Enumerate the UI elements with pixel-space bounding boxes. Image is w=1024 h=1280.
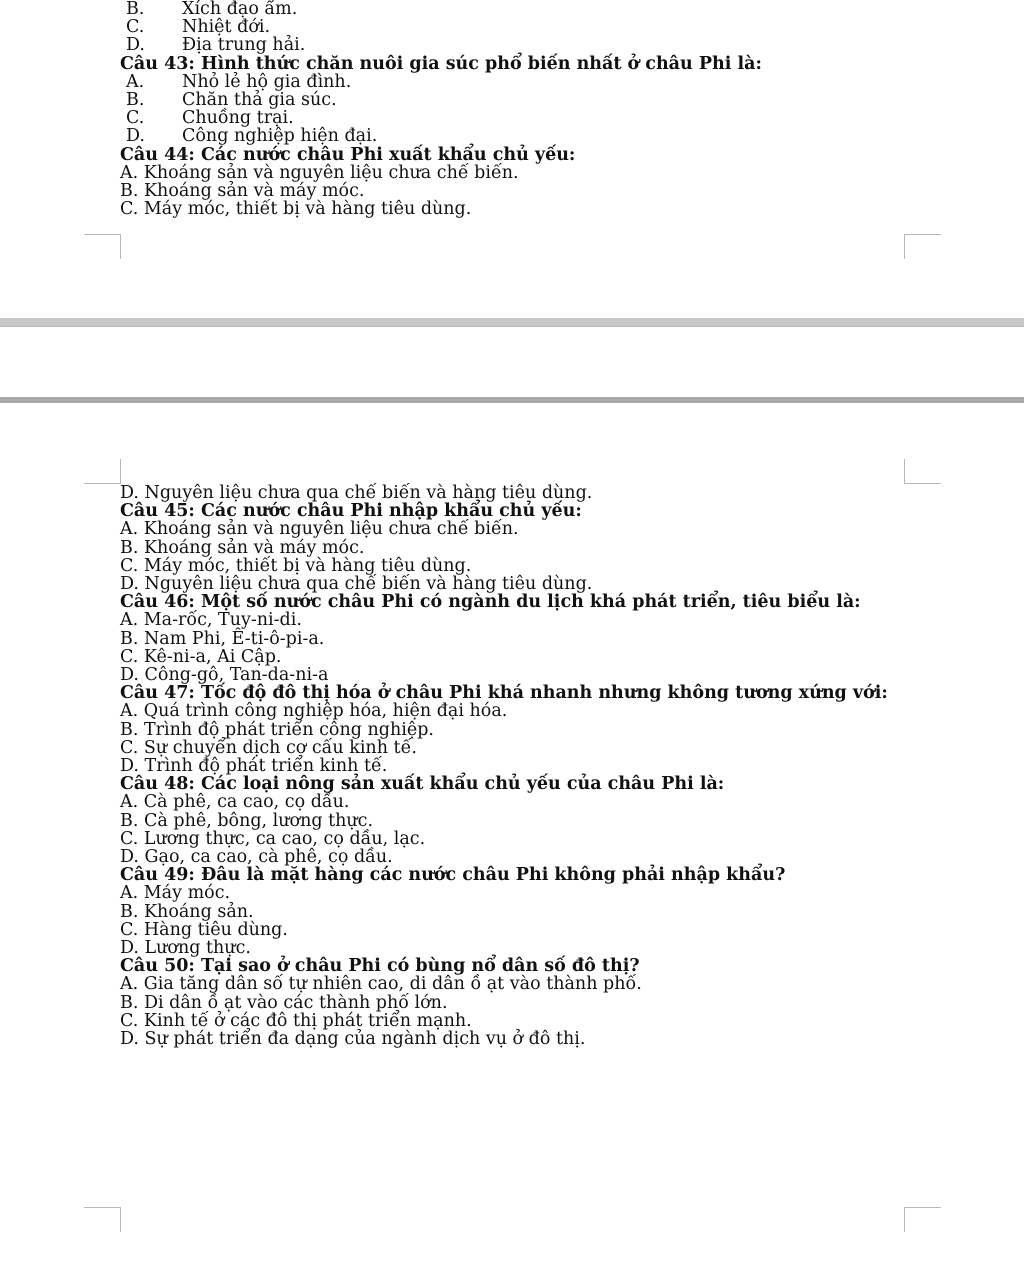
answer-option: A. Cà phê, ca cao, cọ dầu.: [120, 792, 350, 813]
answer-option: B. Khoáng sản.: [120, 901, 254, 922]
page-bottom-text: [120, 484, 910, 1048]
option-text: Nhiệt đới.: [182, 17, 271, 38]
page-separator: [0, 318, 1024, 403]
answer-option: B. Khoáng sản và máy móc.: [120, 181, 365, 202]
answer-option: C. Hàng tiêu dùng.: [120, 919, 288, 940]
question-50: Câu 50: Tại sao ở châu Phi có bùng nổ dân số đô thị?: [120, 956, 640, 977]
answer-option: C. Kê-ni-a, Ai Cập.: [120, 646, 282, 667]
option-line: [120, 36, 910, 54]
margin-corner-mark: [84, 459, 121, 484]
option-text: Công nghiệp hiện đại.: [182, 126, 378, 147]
margin-corner-mark: [84, 234, 121, 259]
answer-option: B. Di dân ồ ạt vào các thành phố lớn.: [120, 992, 448, 1013]
question-47: Câu 47: Tốc độ đô thị hóa ở châu Phi khá nhanh nhưng không tương xứng với:: [120, 683, 888, 704]
option-text: Chuồng trại.: [182, 108, 294, 129]
option-text: Nhỏ lẻ hộ gia đình.: [182, 71, 352, 92]
answer-option: D. Công-gô, Tan-da-ni-a: [120, 665, 329, 686]
question-45: Câu 45: Các nước châu Phi nhập khẩu chủ yếu:: [120, 501, 582, 522]
question-48: Câu 48: Các loại nông sản xuất khẩu chủ yếu của châu Phi là:: [120, 774, 725, 795]
answer-option: D. Nguyên liệu chưa qua chế biến và hàng tiêu dùng.: [120, 483, 593, 503]
answer-option: C. Sự chuyển dịch cơ cấu kinh tế.: [120, 737, 417, 758]
option-letter: C.: [126, 17, 145, 38]
answer-option: C. Lương thực, ca cao, cọ dầu, lạc.: [120, 828, 426, 849]
option-text: Xích đạo ẩm.: [182, 0, 298, 19]
answer-option: A. Quá trình công nghiệp hóa, hiện đại hóa.: [120, 701, 508, 722]
option-letter: D.: [126, 126, 145, 147]
question-49: Câu 49: Đâu là mặt hàng các nước châu Phi không phải nhập khẩu?: [120, 865, 786, 886]
question-43: Câu 43: Hình thức chăn nuôi gia súc phổ biến nhất ở châu Phi là:: [120, 53, 762, 74]
margin-corner-mark: [904, 234, 941, 259]
answer-option: B. Nam Phi, Ê-ti-ô-pi-a.: [120, 628, 325, 649]
answer-option: D. Lương thực.: [120, 938, 251, 959]
answer-option: C. Máy móc, thiết bị và hàng tiêu dùng.: [120, 199, 472, 220]
answer-option: A. Gia tăng dân số tự nhiên cao, di dân ồ ạt vào thành phố.: [120, 974, 642, 995]
option-letter: A.: [126, 71, 145, 92]
answer-option: D. Nguyên liệu chưa qua chế biến và hàng tiêu dùng.: [120, 574, 593, 595]
answer-option: D. Gạo, ca cao, cà phê, cọ dầu.: [120, 847, 393, 868]
answer-option: A. Khoáng sản và nguyên liệu chưa chế biến.: [120, 519, 519, 540]
answer-option: B. Trình độ phát triển công nghiệp.: [120, 719, 434, 740]
margin-corner-mark: [84, 1207, 121, 1232]
answer-option: C. Máy móc, thiết bị và hàng tiêu dùng.: [120, 555, 472, 576]
option-letter: B.: [126, 0, 145, 19]
answer-option: A. Khoáng sản và nguyên liệu chưa chế biến.: [120, 162, 519, 183]
answer-option: B. Khoáng sản và máy móc.: [120, 537, 365, 558]
option-text: Chăn thả gia súc.: [182, 90, 337, 111]
option-line: [120, 0, 910, 18]
option-line: [120, 73, 910, 91]
option-line: [120, 18, 910, 36]
option-text: Địa trung hải.: [182, 35, 306, 56]
option-letter: B.: [126, 90, 145, 111]
margin-corner-mark: [904, 459, 941, 484]
option-line: [120, 127, 910, 145]
answer-option: C. Kinh tế ở các đô thị phát triển mạnh.: [120, 1010, 472, 1031]
margin-corner-mark: [904, 1207, 941, 1232]
answer-option: A. Máy móc.: [120, 883, 231, 904]
page-top-text: [120, 0, 910, 218]
page-shadow-top: [0, 318, 1024, 327]
question-44: Câu 44: Các nước châu Phi xuất khẩu chủ yếu:: [120, 144, 576, 165]
document-page-top: [0, 0, 1024, 318]
question-46: Câu 46: Một số nước châu Phi có ngành du lịch khá phát triển, tiêu biểu là:: [120, 592, 861, 613]
option-letter: D.: [126, 35, 145, 56]
option-letter: C.: [126, 108, 145, 129]
answer-option: D. Trình độ phát triển kinh tế.: [120, 756, 388, 777]
answer-option: B. Cà phê, bông, lương thực.: [120, 810, 374, 831]
option-line: [120, 91, 910, 109]
option-line: [120, 109, 910, 127]
answer-option: A. Ma-rốc, Tuy-ni-di.: [120, 610, 302, 631]
answer-option: D. Sự phát triển đa dạng của ngành dịch vụ ở đô thị.: [120, 1029, 586, 1050]
document-page-bottom: [0, 403, 1024, 1280]
